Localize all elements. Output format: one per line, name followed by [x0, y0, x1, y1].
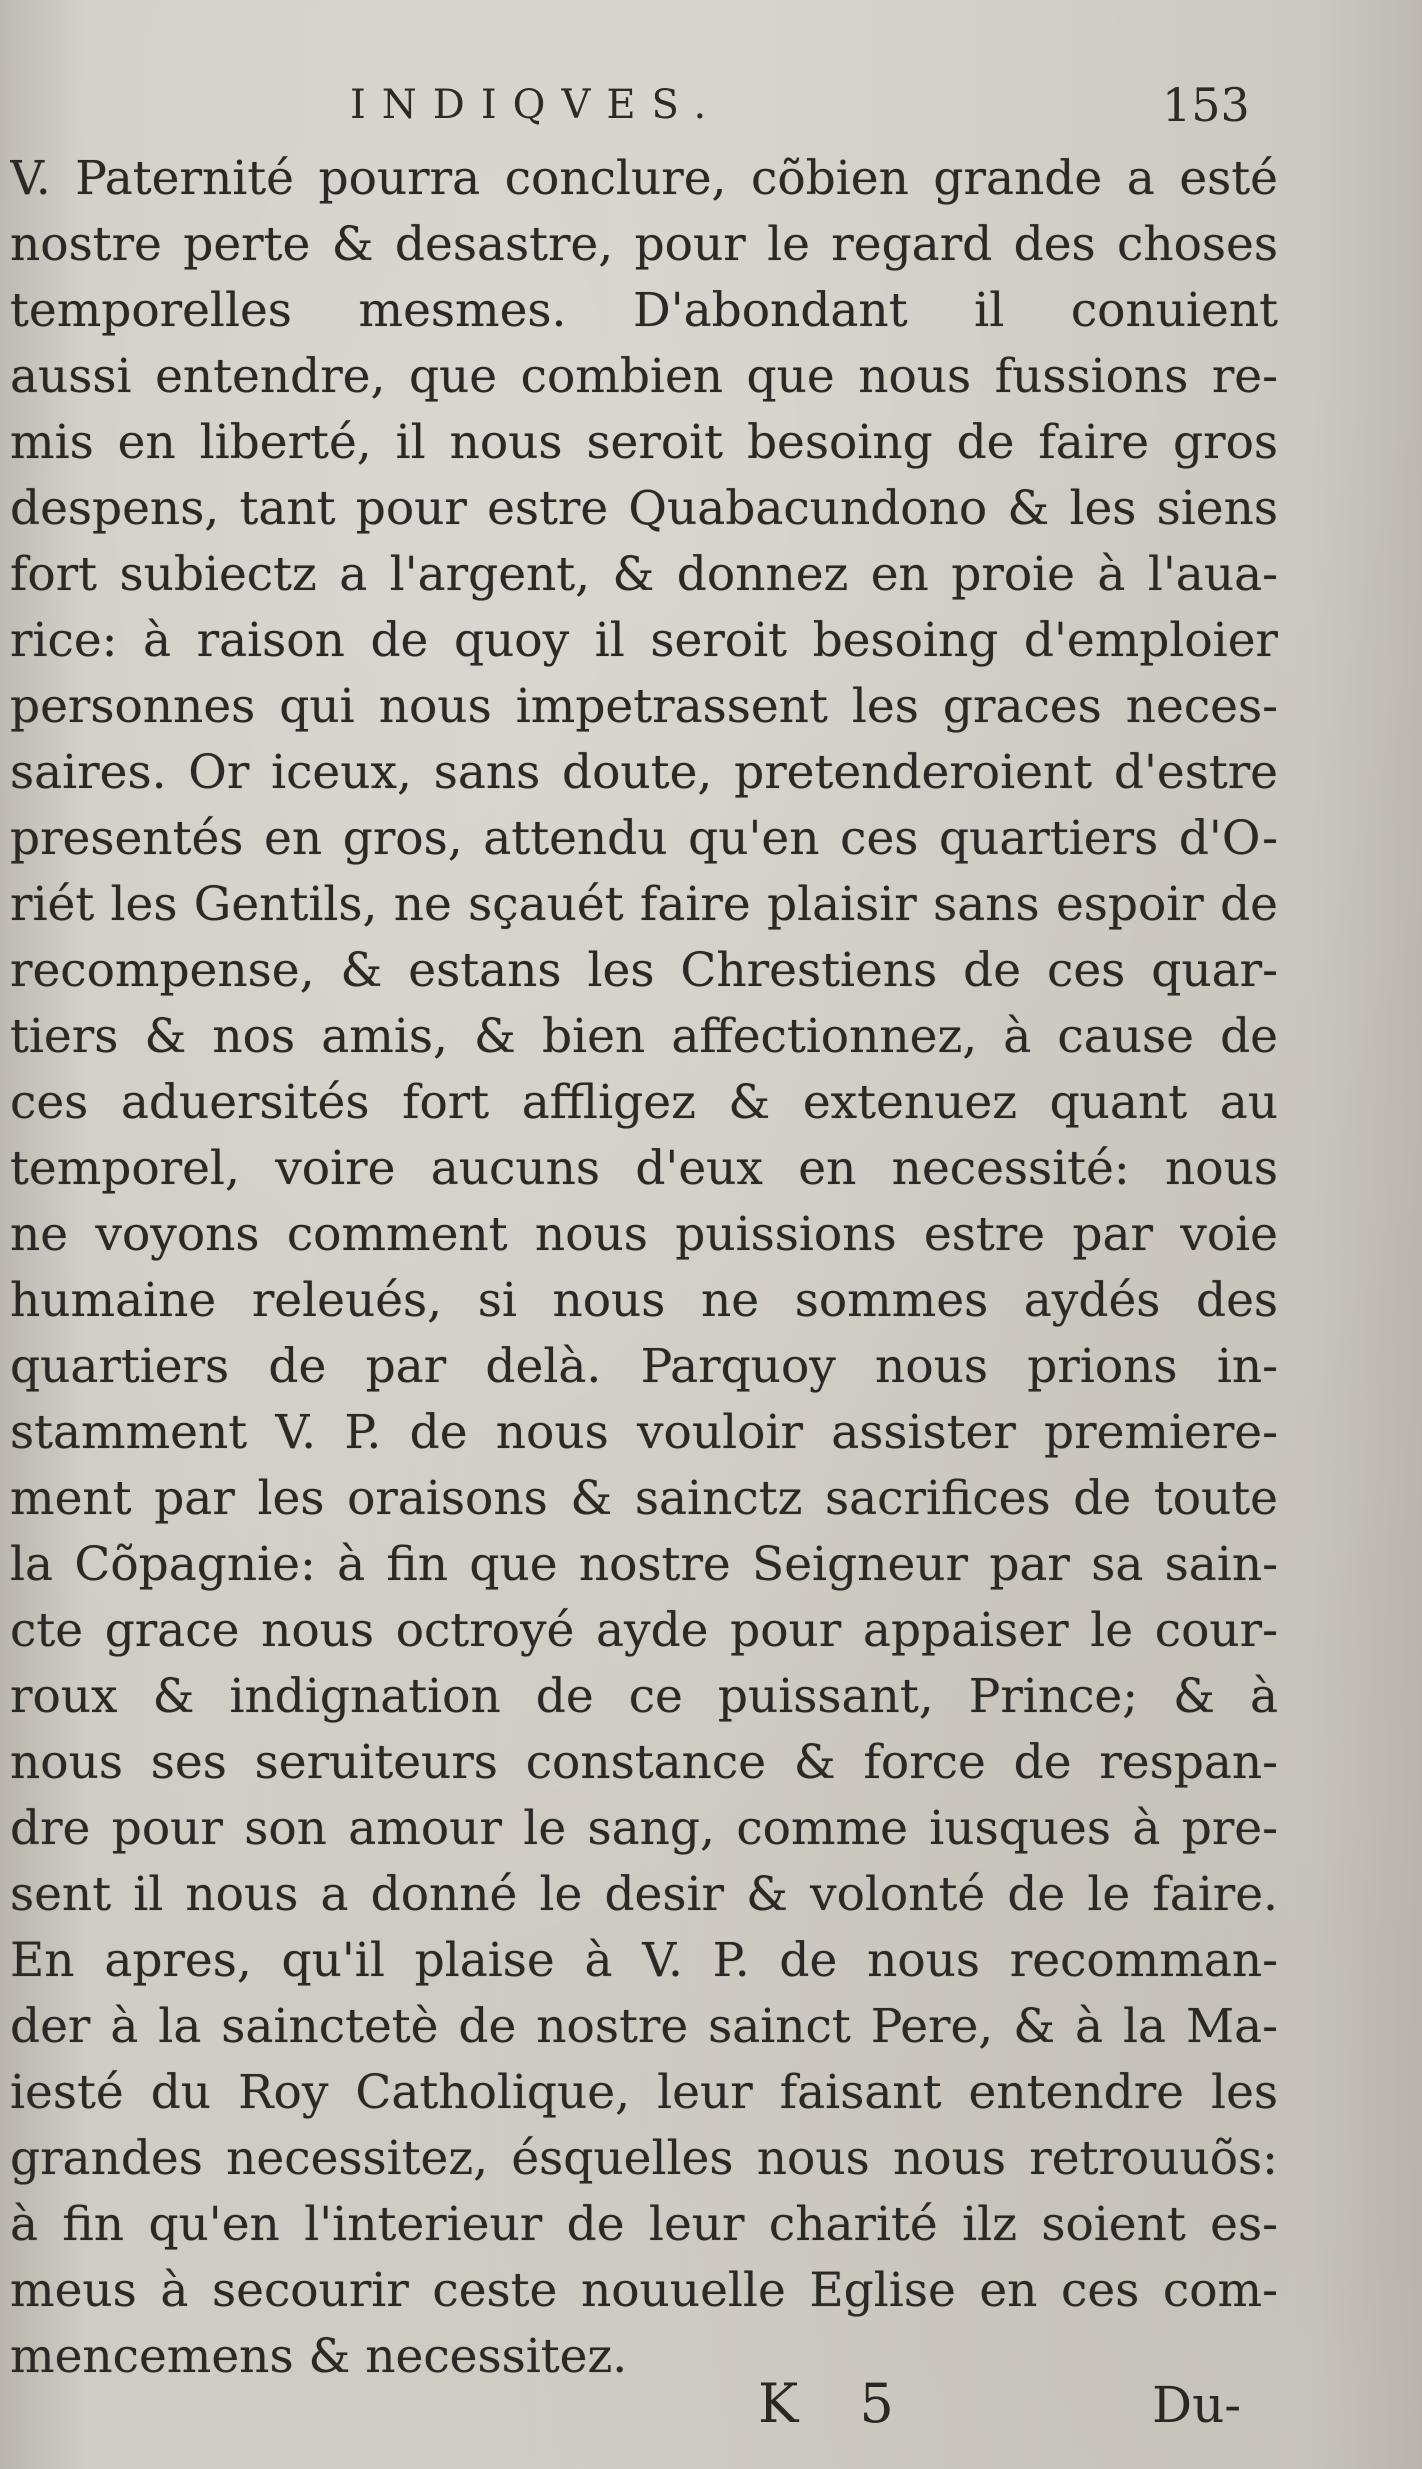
text-line: ces aduersités fort affligez & extenuez quant au — [10, 1075, 1278, 1130]
catchword: Du- — [1152, 2376, 1242, 2434]
text-line: aussi entendre, que combien que nous fussions re- — [10, 349, 1278, 404]
text-line: fort subiectz a l'argent, & donnez en proie à l'aua- — [10, 547, 1278, 602]
text-line: mis en liberté, il nous seroit besoing de faire gros — [10, 415, 1278, 470]
text-line: ne voyons comment nous puissions estre par voie — [10, 1207, 1278, 1262]
text-line: iesté du Roy Catholique, leur faisant entendre les — [10, 2065, 1278, 2120]
text-line: saires. Or iceux, sans doute, pretenderoient d'estre — [10, 745, 1278, 800]
text-line: la Cõpagnie: à fin que nostre Seigneur par sa sain- — [10, 1537, 1278, 1592]
text-line: temporel, voire aucuns d'eux en necessité: nous — [10, 1141, 1278, 1196]
page-number: 153 — [1162, 78, 1250, 132]
text-line: cte grace nous octroyé ayde pour appaiser le cour- — [10, 1603, 1278, 1658]
text-line: recompense, & estans les Chrestiens de ces quar- — [10, 943, 1278, 998]
text-line: nous ses seruiteurs constance & force de respan- — [10, 1735, 1278, 1790]
text-line: stamment V. P. de nous vouloir assister premiere- — [10, 1405, 1278, 1460]
running-title: INDIQVES. — [350, 82, 723, 128]
text-line: nostre perte & desastre, pour le regard des choses — [10, 217, 1278, 272]
text-line: sent il nous a donné le desir & volonté de le faire. — [10, 1867, 1278, 1922]
text-line: roux & indignation de ce puissant, Prince; & à — [10, 1669, 1278, 1724]
text-line: riét les Gentils, ne sçauét faire plaisir sans espoir de — [10, 877, 1278, 932]
text-line: rice: à raison de quoy il seroit besoing d'emploier — [10, 613, 1278, 668]
text-line: ment par les oraisons & sainctz sacrifices de toute — [10, 1471, 1278, 1526]
running-head — [0, 78, 1422, 138]
text-line: humaine releués, si nous ne sommes aydés des — [10, 1273, 1278, 1328]
text-line: mencemens & necessitez. — [10, 2329, 628, 2384]
text-line: tiers & nos amis, & bien affectionnez, à cause de — [10, 1009, 1278, 1064]
text-line: personnes qui nous impetrassent les graces neces- — [10, 679, 1278, 734]
text-line: despens, tant pour estre Quabacundono & les siens — [10, 481, 1278, 536]
text-line: presentés en gros, attendu qu'en ces quartiers d'O- — [10, 811, 1278, 866]
text-line: temporelles mesmes. D'abondant il conuient — [10, 283, 1278, 338]
signature-mark: K 5 — [758, 2372, 916, 2435]
page-footer — [0, 2372, 1422, 2452]
body-text — [10, 146, 1278, 2390]
text-line: à fin qu'en l'interieur de leur charité ilz soient es- — [10, 2197, 1278, 2252]
text-line: meus à secourir ceste nouuelle Eglise en ces com- — [10, 2263, 1278, 2318]
text-line: der à la sainctetè de nostre sainct Pere, & à la Ma- — [10, 1999, 1278, 2054]
text-line: En apres, qu'il plaise à V. P. de nous recomman- — [10, 1933, 1278, 1988]
text-line: V. Paternité pourra conclure, cõbien grande a esté — [10, 151, 1278, 206]
text-line: quartiers de par delà. Parquoy nous prions in- — [10, 1339, 1278, 1394]
text-line: grandes necessitez, ésquelles nous nous retrouuõs: — [10, 2131, 1278, 2186]
text-line: dre pour son amour le sang, comme iusques à pre- — [10, 1801, 1278, 1856]
